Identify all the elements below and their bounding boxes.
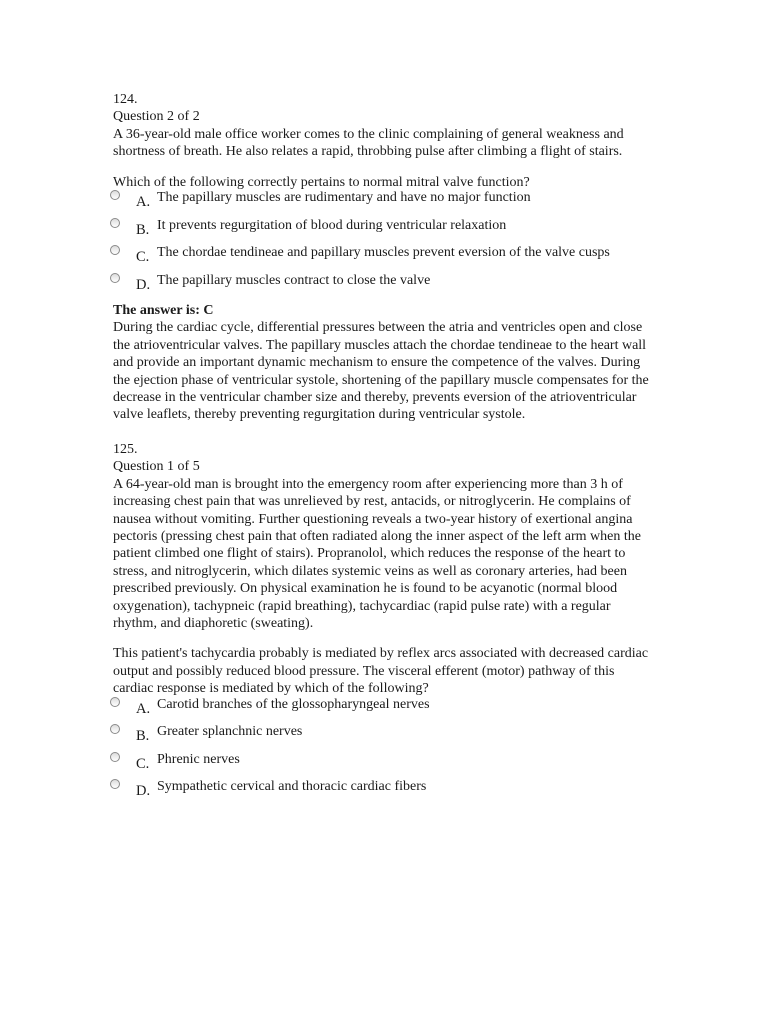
option-text: It prevents regurgitation of blood during ventricular relaxation (157, 217, 507, 233)
option-text: Carotid branches of the glossopharyngeal nerves (157, 696, 430, 712)
question-number: 125. (113, 441, 138, 457)
option-letter: B. (136, 221, 150, 238)
option-c[interactable] (113, 247, 653, 275)
answer-options (113, 192, 653, 302)
option-letter: A. (136, 194, 151, 211)
question-stem: A 64-year-old man is brought into the emergency room after experiencing more than 3 h of increasing chest pain that was unrelieved by rest, antacids, or nitroglycerin. He complains of nausea without vomiting. Further questioning reveals a two-year history of exertional angina pectoris (pressing chest pain that often radiated along the inner aspect of the left arm when the patient climbed one flight of stairs). Propranolol, which reduces the response of the heart to stress, and nitroglycerin, which dilates systemic veins as well as coronary arteries, had been prescribed previously. On physical examination he is found to be acyanotic (normal blood oxygenation), tachypneic (rapid breathing), tachycardiac (rapid pulse rate) with a regular rhythm, and diaphoretic (sweating). (113, 476, 641, 631)
question-prompt: This patient's tachycardia probably is mediated by reflex arcs associated with decreased cardiac output and possibly reduced blood pressure. The visceral efferent (motor) pathway of this cardiac response is mediated by which of the following? (113, 646, 649, 697)
option-text: The chordae tendineae and papillary muscles prevent eversion of the valve cusps (157, 245, 610, 261)
option-text: The papillary muscles are rudimentary and have no major function (157, 190, 531, 206)
radio-button-icon[interactable] (110, 779, 120, 789)
document-page (113, 91, 653, 809)
radio-button-icon[interactable] (110, 724, 120, 734)
radio-button-icon[interactable] (110, 245, 120, 255)
option-text: The papillary muscles contract to close the valve (157, 272, 431, 288)
answer-explanation (113, 319, 653, 423)
option-letter: C. (136, 249, 150, 266)
option-text: Sympathetic cervical and thoracic cardiac fibers (157, 779, 427, 795)
option-b[interactable] (113, 217, 653, 248)
option-letter: D. (136, 276, 151, 293)
radio-button-icon[interactable] (110, 697, 120, 707)
question-counter: Question 1 of 5 (113, 459, 200, 475)
radio-button-icon[interactable] (110, 273, 120, 283)
answer-options (113, 696, 653, 809)
question-number: 124. (113, 92, 138, 107)
option-a[interactable] (113, 192, 653, 220)
option-letter: C. (136, 755, 150, 772)
question-counter: Question 2 of 2 (113, 109, 200, 125)
option-text: Phrenic nerves (157, 751, 240, 767)
radio-button-icon[interactable] (110, 190, 120, 200)
question-125 (113, 441, 653, 809)
question-stem: A 36-year-old male office worker comes to the clinic complaining of general weakness and shortness of breath. He also relates a rapid, throbbing pulse after climbing a flight of stairs. (113, 126, 624, 160)
option-text: Greater splanchnic nerves (157, 724, 303, 740)
radio-button-icon[interactable] (110, 752, 120, 762)
option-b[interactable] (113, 726, 653, 754)
question-prompt: Which of the following correctly pertains to normal mitral valve function? (113, 174, 530, 190)
answer-heading: The answer is: C (113, 303, 214, 319)
option-a[interactable] (113, 696, 653, 727)
option-c[interactable] (113, 751, 653, 782)
radio-button-icon[interactable] (110, 218, 120, 228)
option-letter: B. (136, 728, 150, 745)
explanation-text: During the cardiac cycle, differential pressures between the atria and ventricles open and close the atrioventricular valves. The papillary muscles attach the chordae tendineae to the heart wall and provide an important dynamic mechanism to ensure the competence of the valves. During the ejection phase of ventricular systole, shortening of the papillary muscle compensates for the decrease in the ventricular chamber size and thereby, prevents eversion of the atrioventricular valve leaflets, thereby preventing regurgitation during ventricular systole. (113, 320, 649, 423)
question-124 (113, 91, 653, 424)
option-d[interactable] (113, 272, 653, 303)
option-letter: D. (136, 783, 151, 800)
option-d[interactable] (113, 781, 653, 809)
option-letter: A. (136, 700, 151, 717)
